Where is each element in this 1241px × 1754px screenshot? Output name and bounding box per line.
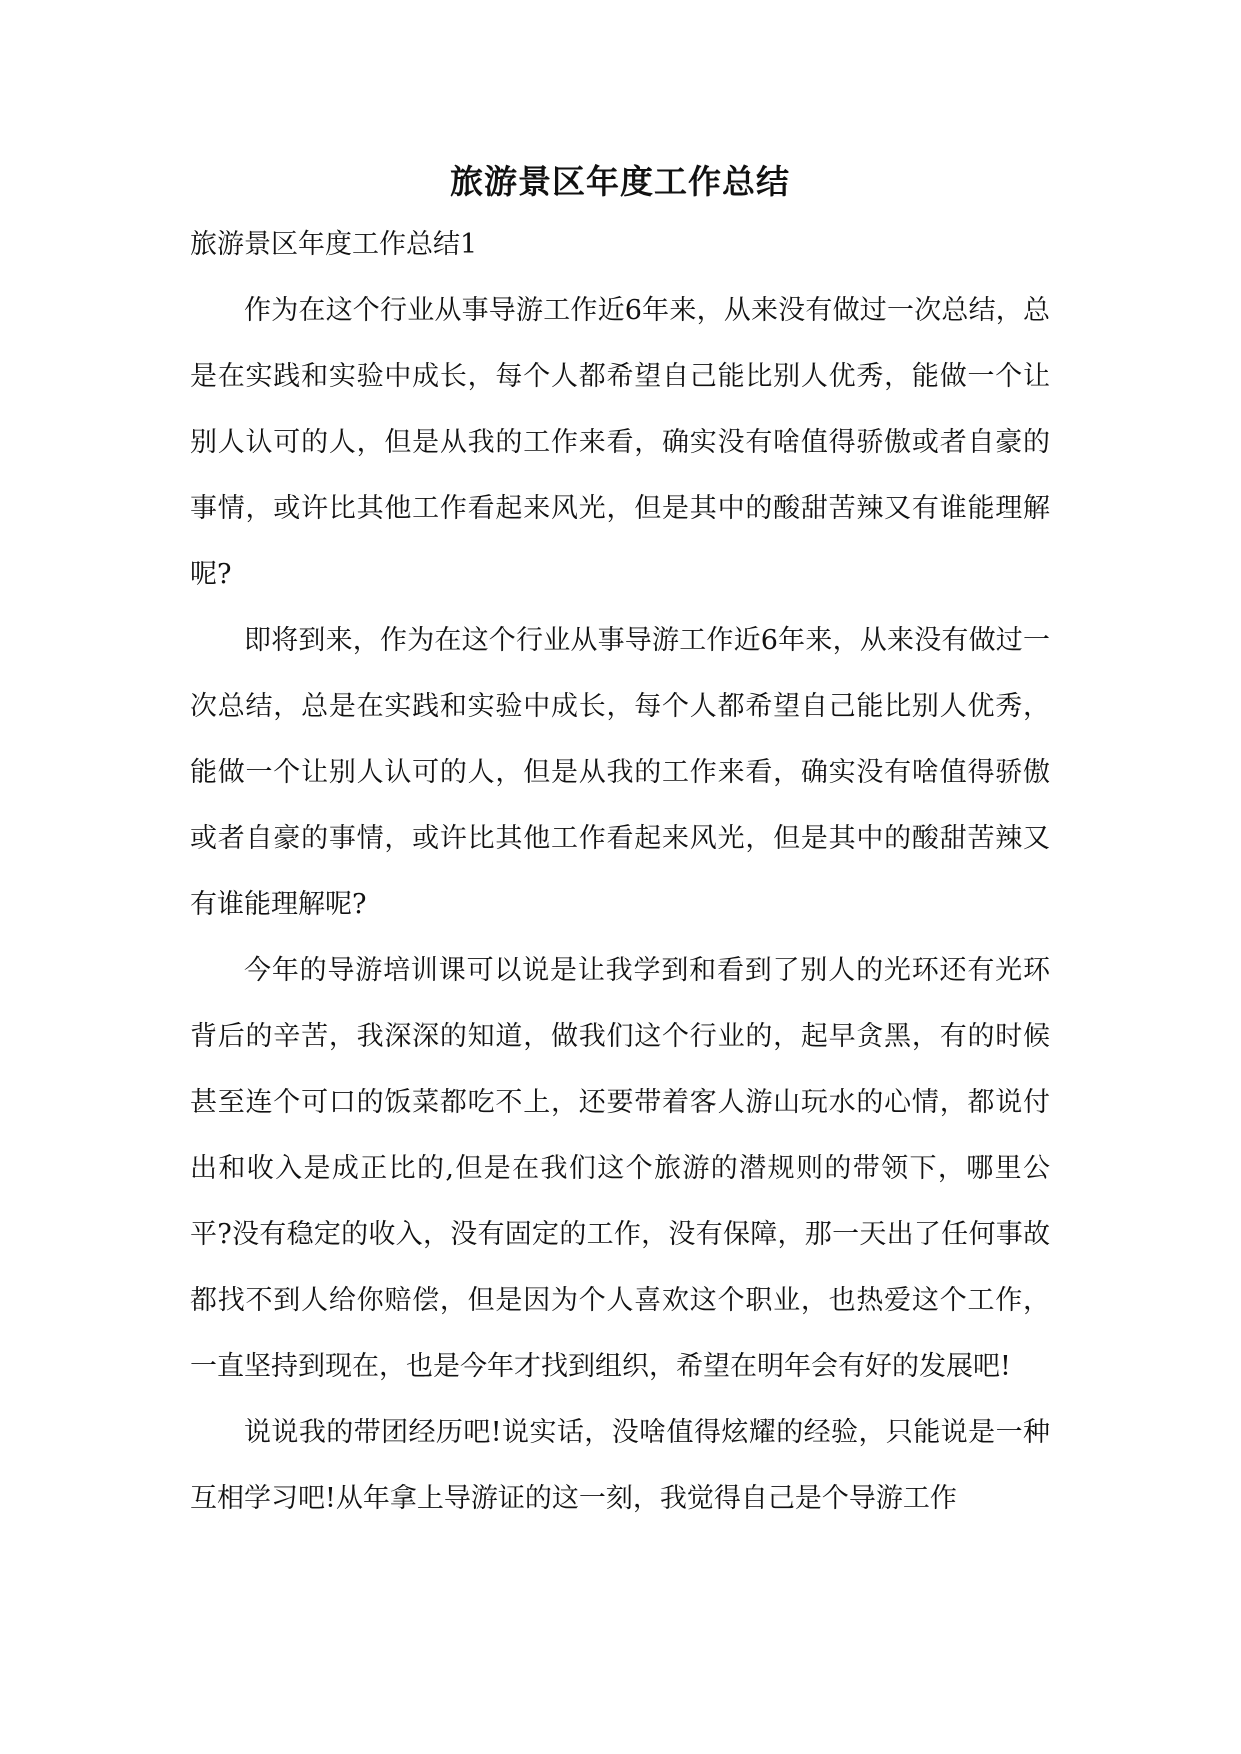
document-body — [190, 152, 1050, 1532]
paragraph-4: 说说我的带团经历吧!说实话，没啥值得炫耀的经验，只能说是一种互相学习吧!从年拿上导游证的这一刻，我觉得自己是个导游工作 — [190, 1417, 1050, 1514]
paragraph-2: 即将到来，作为在这个行业从事导游工作近6年来，从来没有做过一次总结，总是在实践和实验中成长，每个人都希望自己能比别人优秀，能做一个让别人认可的人，但是从我的工作来看，确实没有啥值得骄傲或者自豪的事情，或许比其他工作看起来风光，但是其中的酸甜苦辣又有谁能理解呢? — [190, 625, 1050, 920]
document-title: 旅游景区年度工作总结 — [450, 162, 790, 201]
paragraph-1: 作为在这个行业从事导游工作近6年来，从来没有做过一次总结，总是在实践和实验中成长，每个人都希望自己能比别人优秀，能做一个让别人认可的人，但是从我的工作来看，确实没有啥值得骄傲或者自豪的事情，或许比其他工作看起来风光，但是其中的酸甜苦辣又有谁能理解呢? — [190, 295, 1050, 590]
section-heading: 旅游景区年度工作总结1 — [190, 229, 478, 260]
paragraph-3: 今年的导游培训课可以说是让我学到和看到了别人的光环还有光环背后的辛苦，我深深的知道，做我们这个行业的，起早贪黑，有的时候甚至连个可口的饭菜都吃不上，还要带着客人游山玩水的心情，都说付出和收入是成正比的,但是在我们这个旅游的潜规则的带领下，哪里公平?没有稳定的收入，没有固定的工作，没有保障，那一天出了任何事故都找不到人给你赔偿，但是因为个人喜欢这个职业，也热爱这个工作，一直坚持到现在，也是今年才找到组织，希望在明年会有好的发展吧! — [190, 955, 1050, 1382]
